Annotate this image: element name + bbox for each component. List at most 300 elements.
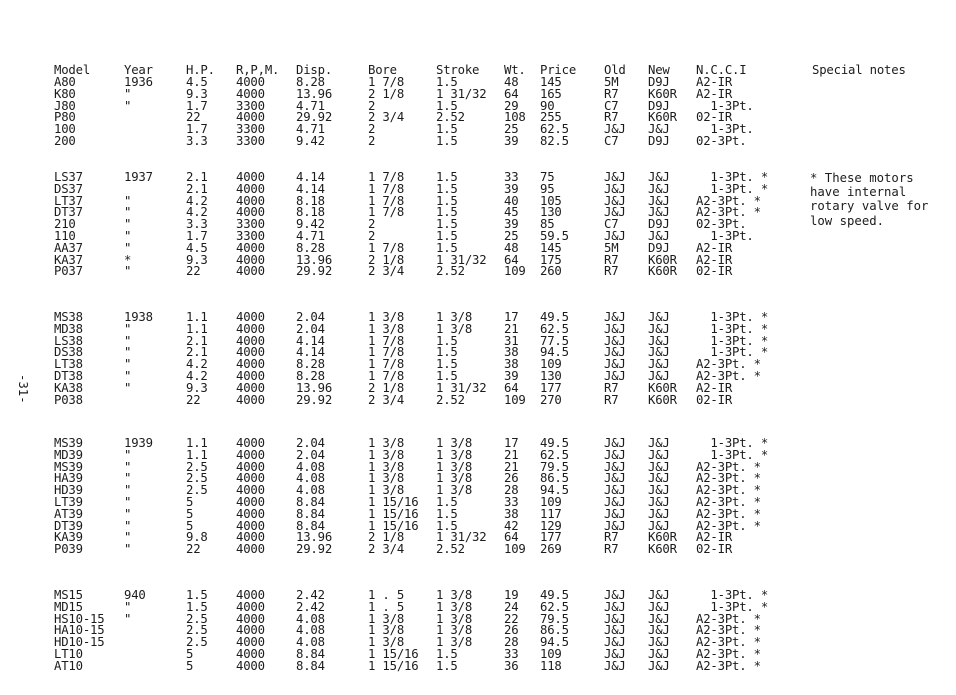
cell-price: 118 [540,658,562,673]
cell-model: KA37 [54,252,83,267]
page-number: -31- [16,374,30,404]
cell-bore: 1 3/8 [368,321,405,336]
cell-price: 260 [540,264,562,279]
cell-ncci: A2-3Pt. * [696,611,761,626]
cell-stroke: 1.5 [436,658,458,673]
cell-year: * [124,252,132,267]
cell-stroke: 1 3/8 [436,623,473,638]
cell-new: J&J [648,599,670,614]
cell-wt: 29 [504,98,519,113]
header-disp: Disp. [296,63,333,77]
cell-old: J&J [604,647,626,661]
cell-price: 62.5 [540,122,569,137]
cell-price: 85 [540,217,555,232]
cell-rpm: 4000 [236,436,265,450]
cell-bore: 1 3/8 [368,310,405,324]
cell-price: 77.5 [540,333,569,348]
cell-new: J&J [648,436,670,450]
cell-year: 1939 [124,436,153,450]
cell-ncci: A2-3Pt. * [696,357,761,372]
cell-old: J&J [604,611,626,626]
cell-rpm: 4000 [236,635,265,650]
cell-year: " [124,483,132,498]
cell-price: 269 [540,542,562,557]
cell-model: MD15 [54,599,83,614]
cell-hp: 9.3 [186,86,208,101]
cell-stroke: 1.5 [436,229,458,243]
cell-old: J&J [604,471,626,486]
cell-stroke: 1.5 [436,345,458,360]
cell-disp: 4.71 [296,122,325,137]
cell-ncci: 02-IR [696,392,733,407]
cell-year: " [124,611,132,626]
cell-ncci: A2-3Pt. * [696,647,761,661]
cell-stroke: 1 3/8 [436,483,473,498]
cell-new: J&J [648,193,670,208]
cell-bore: 1 15/16 [368,495,419,509]
cell-wt: 39 [504,134,519,148]
cell-year: " [124,240,132,255]
cell-old: 5M [604,240,619,255]
cell-rpm: 4000 [236,170,265,184]
cell-rpm: 4000 [236,369,265,383]
cell-hp: 2.5 [186,459,208,474]
cell-bore: 1 7/8 [368,345,405,360]
header-ncci: N.C.C.I [696,63,747,77]
special-note-line: low speed. [810,213,885,228]
cell-wt: 39 [504,369,519,383]
cell-wt: 42 [504,518,519,533]
cell-hp: 1.1 [186,310,208,324]
cell-wt: 28 [504,635,519,650]
cell-bore: 2 3/4 [368,392,405,407]
cell-bore: 1 15/16 [368,647,419,661]
cell-model: P038 [54,392,83,407]
cell-disp: 4.08 [296,459,325,474]
cell-rpm: 4000 [236,623,265,638]
cell-year: " [124,86,132,101]
cell-hp: 22 [186,542,201,557]
cell-hp: 22 [186,110,201,125]
cell-model: J80 [54,98,76,113]
cell-old: J&J [604,345,626,360]
cell-wt: 64 [504,252,519,267]
cell-model: MS38 [54,310,83,324]
cell-hp: 22 [186,264,201,279]
cell-wt: 109 [504,392,526,407]
cell-disp: 13.96 [296,380,333,395]
cell-model: MS39 [54,436,83,450]
cell-stroke: 1.5 [436,217,458,232]
header-new: New [648,63,670,77]
cell-year: " [124,264,132,279]
cell-old: J&J [604,588,626,602]
cell-old: 5M [604,75,619,89]
cell-new: J&J [648,345,670,360]
cell-year: " [124,506,132,521]
cell-stroke: 1.5 [436,647,458,661]
cell-new: J&J [648,321,670,336]
cell-model: MD38 [54,321,83,336]
cell-model: P039 [54,542,83,557]
cell-model: HD10-15 [54,635,105,650]
cell-ncci: A2-3Pt. * [696,506,761,521]
cell-model: P80 [54,110,76,125]
cell-ncci: 1-3Pt. [696,98,754,113]
cell-old: J&J [604,321,626,336]
cell-old: J&J [604,447,626,462]
cell-new: J&J [648,181,670,196]
cell-year: " [124,530,132,545]
cell-disp: 8.18 [296,205,325,220]
cell-disp: 8.28 [296,240,325,255]
cell-old: J&J [604,193,626,208]
cell-disp: 4.14 [296,181,325,196]
cell-disp: 29.92 [296,264,333,279]
cell-price: 109 [540,357,562,372]
cell-new: J&J [648,518,670,533]
cell-old: R7 [604,264,619,279]
cell-hp: 2.1 [186,345,208,360]
cell-old: J&J [604,181,626,196]
cell-rpm: 4000 [236,599,265,614]
cell-hp: 2.5 [186,471,208,486]
cell-old: R7 [604,380,619,395]
cell-ncci: 1-3Pt. * [696,181,769,196]
cell-model: 200 [54,134,76,148]
cell-ncci: A2-3Pt. * [696,193,761,208]
cell-hp: 4.5 [186,240,208,255]
cell-rpm: 3300 [236,134,265,148]
header-hp: H.P. [186,63,215,77]
cell-wt: 33 [504,495,519,509]
cell-price: 94.5 [540,345,569,360]
cell-new: J&J [648,506,670,521]
cell-rpm: 4000 [236,357,265,372]
cell-disp: 2.04 [296,436,325,450]
cell-price: 86.5 [540,623,569,638]
cell-disp: 8.84 [296,518,325,533]
cell-model: HD39 [54,483,83,498]
cell-rpm: 4000 [236,321,265,336]
cell-year: " [124,447,132,462]
cell-new: K60R [648,392,677,407]
cell-hp: 1.1 [186,447,208,462]
cell-hp: 2.1 [186,333,208,348]
cell-model: AA37 [54,240,83,255]
cell-stroke: 1 31/32 [436,530,487,545]
cell-stroke: 1 3/8 [436,436,473,450]
cell-ncci: A2-IR [696,240,733,255]
cell-new: K60R [648,542,677,557]
cell-price: 145 [540,240,562,255]
cell-hp: 9.8 [186,530,208,545]
header-special-notes: Special notes [812,63,906,77]
cell-wt: 33 [504,170,519,184]
cell-disp: 4.08 [296,483,325,498]
cell-disp: 2.42 [296,588,325,602]
cell-wt: 17 [504,310,519,324]
cell-wt: 33 [504,647,519,661]
cell-disp: 29.92 [296,110,333,125]
cell-bore: 1 . 5 [368,588,405,602]
cell-stroke: 1 31/32 [436,86,487,101]
cell-stroke: 1 3/8 [436,447,473,462]
cell-rpm: 4000 [236,380,265,395]
cell-hp: 2.1 [186,170,208,184]
cell-new: J&J [648,205,670,220]
cell-new: K60R [648,110,677,125]
cell-disp: 8.84 [296,495,325,509]
cell-wt: 22 [504,611,519,626]
cell-bore: 2 3/4 [368,110,405,125]
cell-new: J&J [648,495,670,509]
cell-ncci: A2-3Pt. * [696,369,761,383]
header-wt: Wt. [504,63,526,77]
cell-bore: 2 [368,217,376,232]
cell-bore: 2 [368,134,376,148]
cell-ncci: A2-3Pt. * [696,518,761,533]
cell-wt: 109 [504,542,526,557]
cell-rpm: 4000 [236,310,265,324]
cell-new: D9J [648,75,670,89]
cell-year: " [124,193,132,208]
cell-year: " [124,380,132,395]
cell-rpm: 4000 [236,333,265,348]
cell-stroke: 1.5 [436,495,458,509]
cell-disp: 4.08 [296,623,325,638]
cell-old: J&J [604,483,626,498]
cell-rpm: 3300 [236,122,265,137]
header-old: Old [604,63,626,77]
cell-stroke: 1 3/8 [436,635,473,650]
cell-model: HS10-15 [54,611,105,626]
cell-rpm: 4000 [236,264,265,279]
cell-hp: 2.5 [186,623,208,638]
cell-stroke: 1 31/32 [436,380,487,395]
cell-ncci: A2-3Pt. * [696,495,761,509]
cell-wt: 38 [504,357,519,372]
cell-disp: 2.04 [296,310,325,324]
cell-new: J&J [648,647,670,661]
cell-ncci: 1-3Pt. * [696,310,769,324]
cell-bore: 1 3/8 [368,483,405,498]
cell-model: LT38 [54,357,83,372]
cell-stroke: 1.5 [436,98,458,113]
cell-stroke: 1.5 [436,518,458,533]
cell-hp: 1.5 [186,588,208,602]
cell-disp: 9.42 [296,217,325,232]
cell-disp: 13.96 [296,530,333,545]
cell-new: J&J [648,483,670,498]
special-note [810,171,928,228]
cell-old: J&J [604,459,626,474]
cell-wt: 64 [504,380,519,395]
cell-hp: 4.2 [186,193,208,208]
cell-disp: 2.42 [296,599,325,614]
cell-hp: 1.7 [186,229,208,243]
cell-old: J&J [604,518,626,533]
cell-rpm: 4000 [236,86,265,101]
cell-hp: 5 [186,658,194,673]
cell-model: P037 [54,264,83,279]
header-price: Price [540,63,577,77]
cell-wt: 21 [504,459,519,474]
cell-hp: 2.1 [186,181,208,196]
cell-stroke: 1 3/8 [436,459,473,474]
cell-price: 165 [540,86,562,101]
cell-year: " [124,205,132,220]
cell-new: J&J [648,611,670,626]
cell-price: 86.5 [540,471,569,486]
cell-disp: 8.28 [296,357,325,372]
cell-stroke: 1.5 [436,75,458,89]
cell-year: " [124,229,132,243]
cell-disp: 8.84 [296,647,325,661]
cell-new: D9J [648,217,670,232]
cell-price: 130 [540,369,562,383]
cell-year: " [124,98,132,113]
cell-model: DS38 [54,345,83,360]
cell-ncci: A2-IR [696,380,733,395]
cell-bore: 1 7/8 [368,333,405,348]
cell-wt: 24 [504,599,519,614]
cell-hp: 3.3 [186,134,208,148]
cell-stroke: 1 3/8 [436,588,473,602]
cell-model: LS37 [54,170,83,184]
cell-old: R7 [604,530,619,545]
cell-new: K60R [648,252,677,267]
cell-price: 105 [540,193,562,208]
cell-model: DS37 [54,181,83,196]
cell-bore: 2 1/8 [368,530,405,545]
cell-new: J&J [648,635,670,650]
cell-price: 177 [540,530,562,545]
cell-price: 82.5 [540,134,569,148]
cell-bore: 1 7/8 [368,193,405,208]
special-note-line: * These motors [810,171,914,185]
cell-disp: 13.96 [296,86,333,101]
cell-year: " [124,357,132,372]
cell-year: " [124,321,132,336]
header-stroke: Stroke [436,63,480,77]
cell-model: LS38 [54,333,83,348]
cell-year: " [124,518,132,533]
cell-rpm: 4000 [236,110,265,125]
cell-rpm: 4000 [236,240,265,255]
cell-wt: 45 [504,205,519,220]
cell-rpm: 4000 [236,506,265,521]
cell-wt: 108 [504,110,526,125]
cell-price: 109 [540,495,562,509]
cell-stroke: 1.5 [436,122,458,137]
cell-disp: 4.71 [296,229,325,243]
cell-ncci: A2-3Pt. * [696,635,761,650]
cell-stroke: 1.5 [436,333,458,348]
cell-wt: 25 [504,229,519,243]
cell-new: K60R [648,530,677,545]
cell-wt: 31 [504,333,519,348]
cell-bore: 2 3/4 [368,264,405,279]
cell-hp: 5 [186,495,194,509]
cell-wt: 21 [504,447,519,462]
cell-price: 49.5 [540,310,569,324]
cell-price: 49.5 [540,588,569,602]
cell-price: 62.5 [540,447,569,462]
cell-hp: 1.7 [186,98,208,113]
cell-old: J&J [604,436,626,450]
cell-new: K60R [648,86,677,101]
cell-hp: 5 [186,506,194,521]
cell-old: J&J [604,495,626,509]
cell-ncci: 02-IR [696,110,733,125]
cell-new: J&J [648,310,670,324]
cell-bore: 1 3/8 [368,436,405,450]
cell-disp: 8.84 [296,506,325,521]
cell-rpm: 3300 [236,229,265,243]
cell-wt: 26 [504,471,519,486]
cell-hp: 2.5 [186,635,208,650]
cell-year: " [124,495,132,509]
cell-model: HA39 [54,471,83,486]
cell-disp: 8.84 [296,658,325,673]
cell-model: 100 [54,122,76,137]
cell-stroke: 1.5 [436,369,458,383]
cell-old: J&J [604,229,626,243]
cell-bore: 1 3/8 [368,635,405,650]
cell-price: 62.5 [540,321,569,336]
special-note-line: rotary valve for [810,199,929,214]
cell-ncci: 1-3Pt. * [696,333,769,348]
cell-ncci: A2-3Pt. * [696,471,761,486]
cell-wt: 26 [504,623,519,638]
cell-ncci: 1-3Pt. * [696,447,769,462]
cell-new: J&J [648,471,670,486]
cell-wt: 40 [504,193,519,208]
cell-stroke: 1.5 [436,205,458,220]
cell-ncci: 1-3Pt. * [696,345,769,360]
cell-hp: 4.5 [186,75,208,89]
cell-disp: 8.28 [296,369,325,383]
cell-year: " [124,345,132,360]
cell-ncci: A2-3Pt. * [696,205,761,220]
cell-stroke: 2.52 [436,110,465,125]
special-note-line: have internal [810,185,907,200]
cell-bore: 2 3/4 [368,542,405,557]
cell-price: 90 [540,98,555,113]
cell-new: J&J [648,658,670,673]
cell-new: D9J [648,240,670,255]
cell-stroke: 1 3/8 [436,611,473,626]
cell-year: 1938 [124,310,153,324]
cell-stroke: 1.5 [436,170,458,184]
cell-model: LT37 [54,193,83,208]
cell-stroke: 2.52 [436,264,465,279]
cell-stroke: 2.52 [436,542,465,557]
cell-old: J&J [604,658,626,673]
cell-hp: 1.5 [186,599,208,614]
cell-hp: 5 [186,518,194,533]
cell-new: K60R [648,264,677,279]
cell-year: 940 [124,588,146,602]
cell-rpm: 4000 [236,530,265,545]
cell-wt: 109 [504,264,526,279]
cell-price: 79.5 [540,459,569,474]
cell-year: " [124,542,132,557]
cell-hp: 9.3 [186,380,208,395]
cell-model: MS39 [54,459,83,474]
cell-ncci: A2-IR [696,75,733,89]
